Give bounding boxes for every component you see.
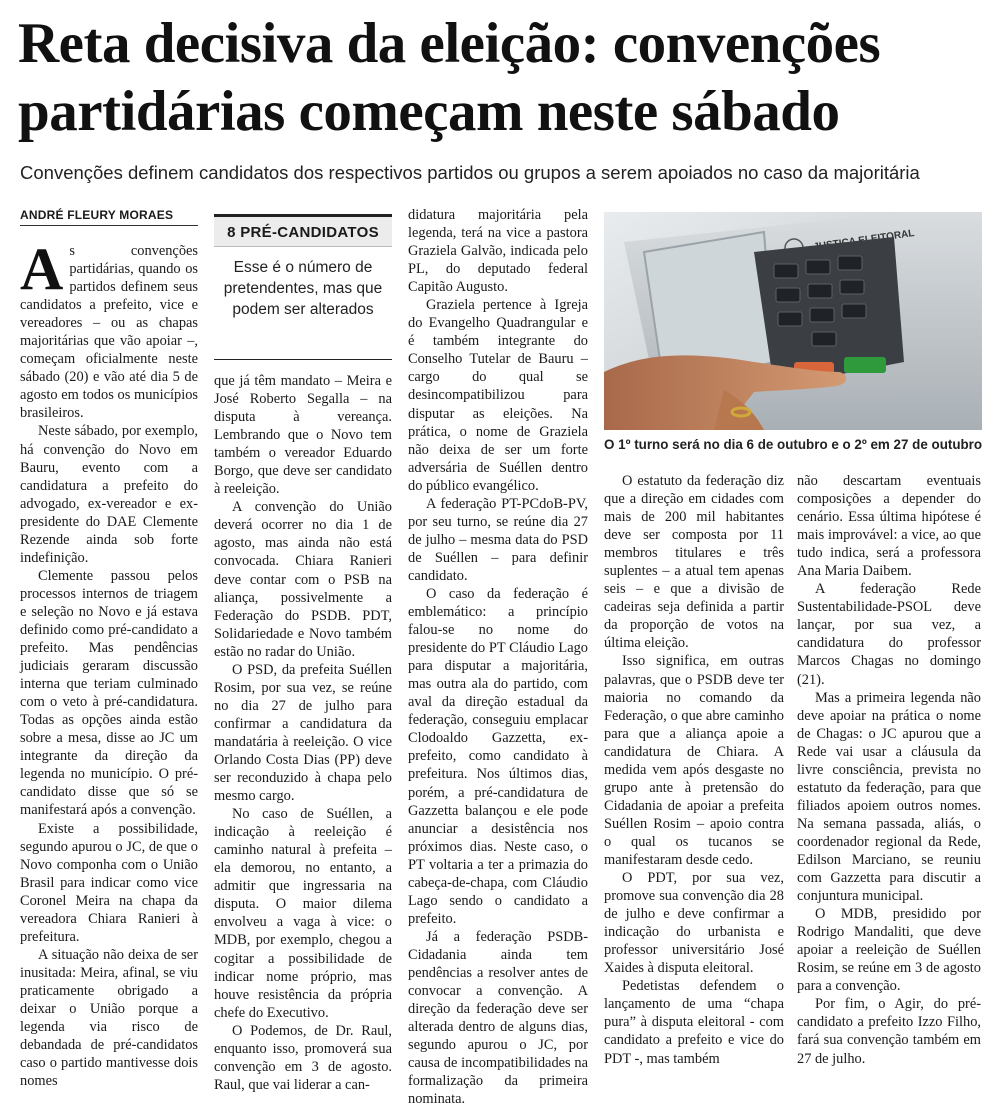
voting-machine-illustration bbox=[604, 212, 982, 430]
paragraph: No caso de Suéllen, a indicação à reeleição é caminho natural à prefeita – ela demorou, no entanto, a admitir que ingressaria na disputa. O maior dilema envolveu a vaga à vice: o MDB, por exemplo, chegou a cogitar a possibilidade de indicar nome próprio, mas houve resistência da própria chefe do Executivo. bbox=[214, 806, 392, 1021]
paragraph: Por fim, o Agir, do pré-candidato a prefeito Izzo Filho, fará sua convenção também em 27 de julho. bbox=[797, 996, 981, 1067]
voting-machine-photo bbox=[604, 212, 982, 430]
paragraph: Pedetistas defendem o lançamento de uma “chapa pura” à disputa eleitoral - com candidato a prefeito e vice do PDT -, mas também bbox=[604, 978, 784, 1067]
justica-eleitoral-label: ELEITORAL bbox=[857, 227, 916, 247]
paragraph: didatura majoritária pela legenda, terá na vice a pastora Graziela Galvão, indicada pelo PL, do deputado federal Capitão Augusto. bbox=[408, 207, 588, 296]
article-column-3 bbox=[408, 206, 588, 1108]
headline-line-1: Reta decisiva da eleição: convenções bbox=[18, 12, 881, 75]
paragraph: Isso significa, em outras palavras, que o PSDB deve ter maioria no comando da Federação, o que abre caminho para que a aliança apoie a candidatura de Chiara. A medida vem após desgaste no grupo ante à pretensão do Cidadania de apoiar a prefeita Suéllen Rosim – apoio contra o qual os tucanos se manifestaram desde cedo. bbox=[604, 653, 784, 868]
paragraph: Neste sábado, por exemplo, há convenção do Novo em Bauru, evento com a candidatura a prefeito do advogado, ex-vereador e ex-presidente do DAE Clemente Rezende ainda sob forte indefinição. bbox=[20, 423, 198, 566]
article-column-1 bbox=[20, 236, 198, 1090]
paragraph: As convenções partidárias, quando os partidos definem seus candidatos a prefeito, vice e vereadores – ou as chapas majoritárias que vão apoiar –, começam oficialmente neste sábado (20) e vão até dia 5 de agosto em todos os municípios brasileiros. bbox=[20, 236, 198, 422]
byline: ANDRÉ FLEURY MORAES bbox=[20, 208, 198, 226]
paragraph: O PDT, por sua vez, promove sua convenção dia 28 de julho e deve confirmar a indicação do urbanista e professor universitário José Xaides à disputa eleitoral. bbox=[604, 870, 784, 977]
article-column-5 bbox=[797, 472, 981, 1068]
headline-line-2: partidárias começam neste sábado bbox=[18, 80, 840, 143]
paragraph: O Podemos, de Dr. Raul, enquanto isso, promoverá sua convenção em 3 de agosto. Raul, que vai liderar a can- bbox=[214, 1022, 392, 1093]
paragraph: O PSD, da prefeita Suéllen Rosim, por sua vez, se reúne no dia 27 de julho para confirmar a candidatura da mandatária à reeleição. O vice Orlando Costa Dias (PP) deve ser reconduzido à chapa pelo mesmo cargo. bbox=[214, 661, 392, 805]
info-box bbox=[214, 214, 392, 360]
drop-cap: A bbox=[20, 236, 64, 302]
paragraph: O caso da federação é emblemático: a princípio falou-se no nome do presidente do PT Cláudio Lago para disputar a majoritária, mas outra ala do partido, com aval da direção estadual da federação, conseguiu emplacar Clodoaldo Gazzetta, ex-prefeito, como candidato à prefeitura. Nos últimos dias, porém, a pré-candidatura de Gazzetta balançou e ele pode anunciar a desistência nos próximos dias. Neste caso, o PT voltaria a ter a primazia do cabeça-de-chapa, com Cláudio Lago sendo o candidato a prefeito. bbox=[408, 585, 588, 927]
paragraph: Existe a possibilidade, segundo apurou o JC, de que o Novo componha com o União Brasil para indicar como vice Coronel Meira na chapa da vereadora Chiara Ranieri à prefeitura. bbox=[20, 820, 198, 945]
info-box-text: Esse é o número de pretendentes, mas que podem ser alterados bbox=[223, 259, 383, 318]
paragraph: não descartam eventuais composições a depender do cenário. Essa última hipótese é mais improvável: a vice, ao que tudo indica, será a professora Ana Maria Daibem. bbox=[797, 473, 981, 580]
paragraph: O MDB, presidido por Rodrigo Mandaliti, que deve apoiar a reeleição de Suéllen Rosim, se reúne em 3 de agosto para a convenção. bbox=[797, 906, 981, 995]
article-column-4 bbox=[604, 472, 784, 1068]
paragraph: O estatuto da federação diz que a direção em cidades com mais de 200 mil habitantes deve ser composta por 11 membros titulares e três suplentes – a atual tem apenas seis – e que a divisão de cadeiras seja definida a partir da proporção de votos na última eleição. bbox=[604, 473, 784, 652]
paragraph: que já têm mandato – Meira e José Roberto Segalla – na disputa à vereança. Lembrando que o Novo tem também o vereador Eduardo Borgo, que deve ser candidato à reeleição. bbox=[214, 373, 392, 498]
paragraph: Mas a primeira legenda não deve apoiar na prática o nome de Chagas: o JC apurou que a Rede vai usar a cláusula da livre consciência, prevista no estatuto da federação, para que filiados apoiem outros nomes. Na semana passada, aliás, o coordenador regional da Rede, Edilson Marciano, se reuniu com Gazzetta para discutir a conjuntura municipal. bbox=[797, 689, 981, 905]
paragraph: A convenção do União deverá ocorrer no dia 1 de agosto, mas ainda não está convocada. Chiara Ranieri deve contar com o PSB na aliança, possivelmente a Federação do PSDB. PDT, Solidariedade e Novo também estão no radar do União. bbox=[214, 499, 392, 660]
article-column-2 bbox=[214, 372, 392, 1094]
paragraph: A federação PT-PCdoB-PV, por seu turno, se reúne dia 27 de julho – mesma data do PSD de Suéllen – para definir candidato. bbox=[408, 495, 588, 584]
subheadline: Convenções definem candidatos dos respectivos partidos ou grupos a serem apoiados no caso da majoritária bbox=[20, 162, 920, 183]
confirm-key bbox=[844, 357, 886, 373]
info-box-title: 8 PRÉ-CANDIDATOS bbox=[214, 217, 392, 247]
photo-caption: O 1º turno será no dia 6 de outubro e o 2º em 27 de outubro bbox=[604, 437, 983, 452]
paragraph: Clemente passou pelos processos internos de triagem e seleção no Novo e já estava definido como pré-candidato a prefeito. Mas pendências judiciais geraram discussão interna que teriam culminado com o veto à pré-candidatura. Todas as opções ainda estão sobre a mesa, disse ao JC um integrante da direção da legenda no município. O pré-candidato disse que só se manifestará após a convenção. bbox=[20, 567, 198, 819]
paragraph: A situação não deixa de ser inusitada: Meira, afinal, se viu praticamente obrigado a deixar o União porque a legenda via risco de debandada de pré-candidatos caso o partido mantivesse dois nomes bbox=[20, 946, 198, 1090]
paragraph: A federação Rede Sustentabilidade-PSOL deve lançar, por sua vez, a candidatura do professor Marcos Chagas no domingo (21). bbox=[797, 581, 981, 688]
paragraph: Graziela pertence à Igreja do Evangelho Quadrangular e é também integrante do Conselho Tutelar de Bauru – cargo do qual se desincompatibilizou para disputar as eleições. Na prática, o nome de Graziela não deixa de ser um forte adversária de Suéllen dentro do público evangélico. bbox=[408, 297, 588, 494]
headline bbox=[18, 10, 986, 146]
paragraph: Já a federação PSDB-Cidadania ainda tem pendências a resolver antes de convocar a convenção. A direção da federação deve ser alterada dentro de alguns dias, segundo apurou o JC, por causa de incompatibilidades na formalização da primeira nominata. bbox=[408, 928, 588, 1108]
